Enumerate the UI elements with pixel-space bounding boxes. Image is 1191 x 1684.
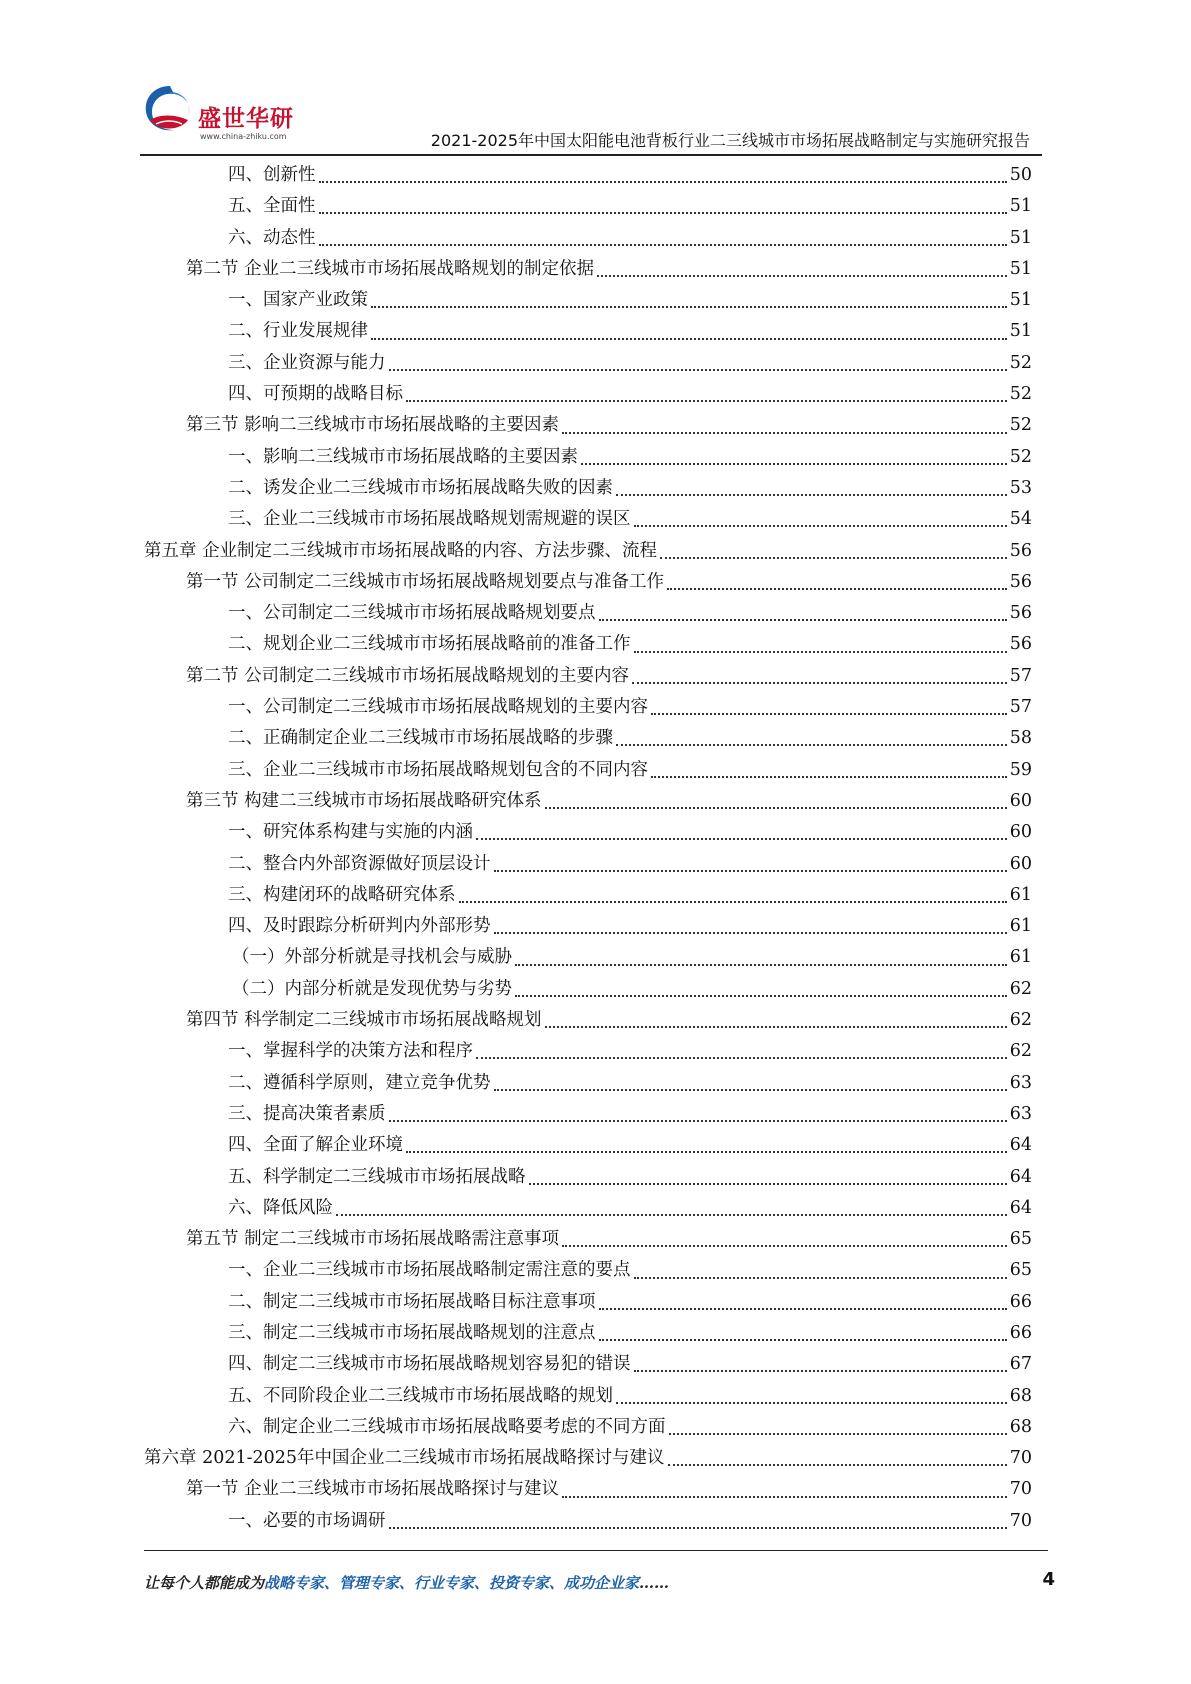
company-logo: [140, 80, 310, 150]
toc-entry-title: 三、构建闭环的战略研究体系: [228, 884, 456, 905]
toc-entry-title: 二、规划企业二三线城市市场拓展战略前的准备工作: [228, 634, 631, 655]
toc-entry-page: 51: [1009, 196, 1032, 217]
toc-entry-title: 一、公司制定二三线城市市场拓展战略规划的主要内容: [228, 697, 648, 718]
toc-entry[interactable]: [144, 880, 1032, 911]
toc-dot-leader: [562, 1244, 1007, 1247]
toc-entry[interactable]: [144, 661, 1032, 692]
toc-dot-leader: [651, 712, 1007, 715]
toc-entry[interactable]: [144, 1224, 1032, 1255]
toc-entry-page: 62: [1009, 978, 1032, 999]
toc-entry-page: 60: [1009, 822, 1032, 843]
footer-slogan-prefix: 让每个人都能成为: [144, 1574, 265, 1592]
logo-swirl-icon: [140, 80, 200, 140]
toc-entry[interactable]: [144, 942, 1032, 973]
toc-entry[interactable]: [144, 1349, 1032, 1380]
toc-entry[interactable]: [144, 567, 1032, 598]
toc-dot-leader: [371, 305, 1007, 308]
toc-entry-page: 51: [1009, 321, 1032, 342]
toc-dot-leader: [562, 1495, 1007, 1498]
toc-entry-title: 五、不同阶段企业二三线城市市场拓展战略的规划: [228, 1385, 613, 1406]
toc-entry-title: 一、研究体系构建与实施的内涵: [228, 822, 473, 843]
toc-dot-leader: [545, 1025, 1007, 1028]
toc-entry[interactable]: [144, 1287, 1032, 1318]
toc-entry-page: 64: [1009, 1135, 1032, 1156]
toc-entry-page: 52: [1009, 384, 1032, 405]
toc-dot-leader: [319, 180, 1007, 183]
toc-entry-page: 61: [1009, 916, 1032, 937]
toc-dot-leader: [634, 1276, 1007, 1279]
toc-dot-leader: [581, 462, 1007, 465]
toc-dot-leader: [319, 243, 1007, 246]
toc-entry[interactable]: [144, 723, 1032, 754]
toc-entry-title: 二、遵循科学原则，建立竞争优势: [228, 1072, 491, 1093]
toc-entry-title: 第四节 科学制定二三线城市市场拓展战略规划: [186, 1010, 542, 1031]
toc-dot-leader: [545, 806, 1007, 809]
toc-entry-title: （二）内部分析就是发现优势与劣势: [232, 978, 512, 999]
toc-entry[interactable]: [144, 1036, 1032, 1067]
toc-entry[interactable]: [144, 1474, 1032, 1505]
toc-entry-title: 二、正确制定企业二三线城市市场拓展战略的步骤: [228, 728, 613, 749]
toc-entry-page: 65: [1009, 1229, 1032, 1250]
toc-entry-page: 62: [1009, 1010, 1032, 1031]
toc-entry-title: 第三节 影响二三线城市市场拓展战略的主要因素: [186, 415, 560, 436]
toc-dot-leader: [515, 994, 1007, 997]
page-header: [140, 80, 1042, 158]
toc-dot-leader: [562, 431, 1007, 434]
toc-dot-leader: [389, 1119, 1007, 1122]
toc-entry-page: 63: [1009, 1103, 1032, 1124]
toc-entry-title: 第五章 企业制定二三线城市市场拓展战略的内容、方法步骤、流程: [144, 540, 658, 561]
toc-entry-page: 60: [1009, 790, 1032, 811]
toc-dot-leader: [632, 681, 1007, 684]
toc-entry[interactable]: [144, 1162, 1032, 1193]
toc-entry[interactable]: [144, 536, 1032, 567]
toc-entry-title: 五、全面性: [228, 196, 316, 217]
toc-entry[interactable]: [144, 379, 1032, 410]
footer-slogan-highlight: 战略专家、管理专家、行业专家、投资专家、成功企业家: [264, 1574, 640, 1592]
toc-entry[interactable]: [144, 849, 1032, 880]
toc-entry[interactable]: [144, 692, 1032, 723]
toc-entry[interactable]: [144, 410, 1032, 441]
toc-entry[interactable]: [144, 348, 1032, 379]
toc-dot-leader: [319, 211, 1007, 214]
toc-entry-page: 70: [1009, 1448, 1032, 1469]
toc-dot-leader: [660, 556, 1007, 559]
toc-dot-leader: [599, 1338, 1007, 1341]
toc-entry[interactable]: [144, 316, 1032, 347]
toc-entry-title: 一、掌握科学的决策方法和程序: [228, 1041, 473, 1062]
toc-entry-page: 62: [1009, 1041, 1032, 1062]
toc-entry-title: 三、企业资源与能力: [228, 352, 386, 373]
toc-entry-page: 52: [1009, 446, 1032, 467]
toc-entry[interactable]: [144, 223, 1032, 254]
toc-dot-leader: [634, 1369, 1007, 1372]
toc-entry-title: 四、可预期的战略目标: [228, 384, 403, 405]
toc-dot-leader: [389, 368, 1007, 371]
logo-url: www.china-zhiku.com: [200, 132, 287, 141]
toc-entry-page: 54: [1009, 509, 1032, 530]
toc-entry[interactable]: [144, 974, 1032, 1005]
toc-dot-leader: [476, 1056, 1007, 1059]
toc-entry-page: 70: [1009, 1479, 1032, 1500]
toc-dot-leader: [668, 1463, 1007, 1466]
toc-dot-leader: [494, 1088, 1007, 1091]
footer-divider: [144, 1550, 1048, 1551]
toc-entry-page: 53: [1009, 477, 1032, 498]
toc-entry-page: 56: [1009, 603, 1032, 624]
toc-entry[interactable]: [144, 1506, 1032, 1537]
toc-entry-page: 68: [1009, 1385, 1032, 1406]
toc-entry-title: 二、诱发企业二三线城市市场拓展战略失败的因素: [228, 477, 613, 498]
toc-dot-leader: [599, 618, 1007, 621]
toc-entry-page: 66: [1009, 1291, 1032, 1312]
toc-dot-leader: [476, 837, 1007, 840]
toc-entry-page: 68: [1009, 1416, 1032, 1437]
toc-entry[interactable]: [144, 1443, 1032, 1474]
toc-entry-title: 第六章 2021-2025年中国企业二三线城市市场拓展战略探讨与建议: [144, 1448, 665, 1469]
toc-entry[interactable]: [144, 1318, 1032, 1349]
toc-entry-page: 59: [1009, 759, 1032, 780]
toc-entry[interactable]: [144, 629, 1032, 660]
toc-entry-page: 58: [1009, 728, 1032, 749]
toc-dot-leader: [616, 1401, 1007, 1404]
toc-entry-page: 50: [1009, 165, 1032, 185]
toc-entry-page: 57: [1009, 665, 1032, 686]
toc-dot-leader: [371, 337, 1007, 340]
toc-entry-title: （一）外部分析就是寻找机会与威胁: [232, 947, 512, 968]
toc-dot-leader: [336, 1213, 1007, 1216]
toc-entry[interactable]: [144, 504, 1032, 535]
toc-entry-title: 三、提高决策者素质: [228, 1103, 386, 1124]
toc-entry-page: 60: [1009, 853, 1032, 874]
toc-entry-page: 57: [1009, 697, 1032, 718]
toc-entry-page: 64: [1009, 1166, 1032, 1187]
toc-entry-title: 一、企业二三线城市市场拓展战略制定需注意的要点: [228, 1260, 631, 1281]
toc-dot-leader: [599, 1307, 1007, 1310]
toc-entry[interactable]: [144, 285, 1032, 316]
toc-entry[interactable]: [144, 1068, 1032, 1099]
toc-dot-leader: [667, 587, 1007, 590]
toc-entry-title: 六、制定企业二三线城市市场拓展战略要考虑的不同方面: [228, 1416, 666, 1437]
toc-entry-page: 51: [1009, 258, 1032, 279]
toc-entry[interactable]: [144, 755, 1032, 786]
toc-entry-page: 52: [1009, 415, 1032, 436]
toc-entry-page: 51: [1009, 290, 1032, 311]
toc-entry-title: 第一节 企业二三线城市市场拓展战略探讨与建议: [186, 1479, 560, 1500]
toc-dot-leader: [529, 1182, 1007, 1185]
toc-entry[interactable]: [144, 160, 1032, 191]
toc-dot-leader: [494, 931, 1007, 934]
page-number: 4: [1042, 1569, 1055, 1590]
toc-dot-leader: [389, 1526, 1007, 1529]
toc-entry-page: 52: [1009, 352, 1032, 373]
toc-entry-page: 51: [1009, 227, 1032, 248]
toc-entry[interactable]: [144, 817, 1032, 848]
toc-entry[interactable]: [144, 786, 1032, 817]
toc-entry-page: 56: [1009, 540, 1032, 561]
toc-entry-page: 67: [1009, 1354, 1032, 1375]
toc-dot-leader: [494, 869, 1007, 872]
toc-dot-leader: [597, 274, 1007, 277]
toc-entry-title: 第一节 公司制定二三线城市市场拓展战略规划要点与准备工作: [186, 571, 665, 592]
toc-dot-leader: [669, 1432, 1007, 1435]
toc-entry[interactable]: [144, 254, 1032, 285]
toc-entry[interactable]: [144, 911, 1032, 942]
footer-slogan-suffix: ……: [639, 1574, 670, 1592]
table-of-contents: [144, 160, 1032, 1537]
toc-entry-title: 三、制定二三线城市市场拓展战略规划的注意点: [228, 1322, 596, 1343]
toc-entry-title: 第五节 制定二三线城市市场拓展战略需注意事项: [186, 1229, 560, 1250]
toc-dot-leader: [651, 775, 1007, 778]
toc-entry-title: 二、制定二三线城市市场拓展战略目标注意事项: [228, 1291, 596, 1312]
header-divider: [140, 154, 1042, 156]
toc-entry-page: 56: [1009, 634, 1032, 655]
toc-entry[interactable]: [144, 1193, 1032, 1224]
toc-entry-title: 三、企业二三线城市市场拓展战略规划包含的不同内容: [228, 759, 648, 780]
toc-entry-title: 四、制定二三线城市市场拓展战略规划容易犯的错误: [228, 1354, 631, 1375]
toc-entry-page: 63: [1009, 1072, 1032, 1093]
toc-entry-title: 六、动态性: [228, 227, 316, 248]
toc-dot-leader: [616, 743, 1007, 746]
toc-dot-leader: [634, 650, 1007, 653]
logo-name: 盛世华研: [198, 106, 294, 132]
toc-entry-page: 70: [1009, 1510, 1032, 1531]
toc-entry-page: 56: [1009, 571, 1032, 592]
toc-entry-title: 四、创新性: [228, 165, 316, 185]
toc-entry[interactable]: [144, 1255, 1032, 1286]
toc-entry[interactable]: [144, 1381, 1032, 1412]
toc-entry-title: 第二节 公司制定二三线城市市场拓展战略规划的主要内容: [186, 665, 630, 686]
toc-entry-title: 五、科学制定二三线城市市场拓展战略: [228, 1166, 526, 1187]
toc-entry[interactable]: [144, 1412, 1032, 1443]
toc-entry-title: 六、降低风险: [228, 1197, 333, 1218]
toc-entry-page: 64: [1009, 1197, 1032, 1218]
toc-dot-leader: [459, 900, 1007, 903]
toc-entry[interactable]: [144, 1005, 1032, 1036]
toc-dot-leader: [616, 493, 1007, 496]
toc-entry-title: 第三节 构建二三线城市市场拓展战略研究体系: [186, 790, 542, 811]
toc-entry-page: 61: [1009, 884, 1032, 905]
toc-entry-title: 一、影响二三线城市市场拓展战略的主要因素: [228, 446, 578, 467]
toc-dot-leader: [515, 963, 1007, 966]
toc-entry-page: 66: [1009, 1322, 1032, 1343]
toc-entry-title: 一、必要的市场调研: [228, 1510, 386, 1531]
toc-dot-leader: [634, 524, 1007, 527]
toc-dot-leader: [406, 399, 1007, 402]
toc-entry-title: 一、国家产业政策: [228, 290, 368, 311]
toc-entry-title: 三、企业二三线城市市场拓展战略规划需规避的误区: [228, 509, 631, 530]
toc-entry-title: 四、及时跟踪分析研判内外部形势: [228, 916, 491, 937]
toc-entry-title: 一、公司制定二三线城市市场拓展战略规划要点: [228, 603, 596, 624]
toc-entry-title: 第二节 企业二三线城市市场拓展战略规划的制定依据: [186, 258, 595, 279]
toc-entry[interactable]: [144, 473, 1032, 504]
toc-dot-leader: [406, 1150, 1007, 1153]
toc-entry[interactable]: [144, 1099, 1032, 1130]
footer-slogan: [144, 1572, 669, 1593]
toc-entry-title: 二、整合内外部资源做好顶层设计: [228, 853, 491, 874]
toc-entry[interactable]: [144, 191, 1032, 222]
toc-entry-page: 61: [1009, 947, 1032, 968]
report-title: 2021-2025年中国太阳能电池背板行业二三线城市市场拓展战略制定与实施研究报告: [430, 131, 1030, 150]
toc-entry-title: 二、行业发展规律: [228, 321, 368, 342]
toc-entry-page: 65: [1009, 1260, 1032, 1281]
toc-entry-title: 四、全面了解企业环境: [228, 1135, 403, 1156]
toc-entry[interactable]: [144, 598, 1032, 629]
toc-entry[interactable]: [144, 1130, 1032, 1161]
toc-entry[interactable]: [144, 442, 1032, 473]
